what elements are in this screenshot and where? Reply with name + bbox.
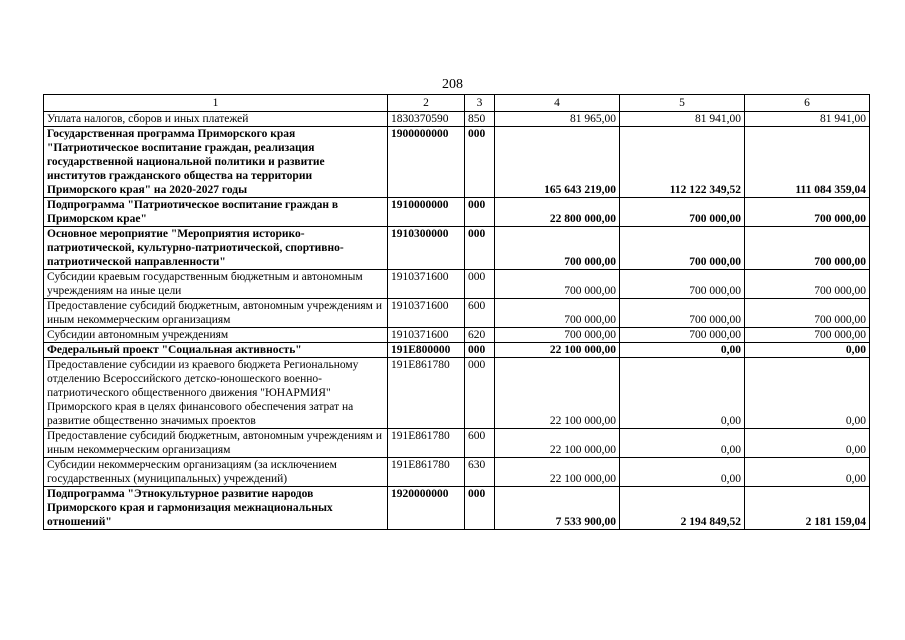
row-value-2025-cell: 700 000,00 bbox=[495, 227, 620, 270]
row-value-2026-cell: 700 000,00 bbox=[620, 198, 745, 227]
row-code-cell: 1920000000 bbox=[388, 487, 465, 530]
row-name-cell: Предоставление субсидии из краевого бюджета Региональному отделению Всероссийского детско-юношеского военно-патриотического общественного движения "ЮНАРМИЯ" Приморского края в целях финансового обеспечения затрат на развитие общественно значимых проектов bbox=[44, 358, 388, 429]
row-name-cell: Подпрограмма "Этнокультурное развитие народов Приморского края и гармонизация межнациональных отношений" bbox=[44, 487, 388, 530]
row-value-2026-cell: 0,00 bbox=[620, 358, 745, 429]
row-value-2026-cell: 112 122 349,52 bbox=[620, 127, 745, 198]
row-value-2027-cell: 111 084 359,04 bbox=[745, 127, 870, 198]
row-kind-cell: 000 bbox=[465, 343, 495, 358]
column-header: 1 bbox=[44, 95, 388, 112]
row-value-2025-cell: 7 533 900,00 bbox=[495, 487, 620, 530]
row-value-2027-cell: 0,00 bbox=[745, 429, 870, 458]
row-value-2027-cell: 700 000,00 bbox=[745, 328, 870, 343]
row-value-2026-cell: 700 000,00 bbox=[620, 299, 745, 328]
row-code-cell: 1910000000 bbox=[388, 198, 465, 227]
row-value-2025-cell: 700 000,00 bbox=[495, 270, 620, 299]
row-value-2025-cell: 22 100 000,00 bbox=[495, 358, 620, 429]
row-value-2027-cell: 0,00 bbox=[745, 343, 870, 358]
row-code-cell: 191E861780 bbox=[388, 429, 465, 458]
row-value-2027-cell: 0,00 bbox=[745, 358, 870, 429]
row-value-2026-cell: 2 194 849,52 bbox=[620, 487, 745, 530]
row-value-2025-cell: 700 000,00 bbox=[495, 328, 620, 343]
row-kind-cell: 000 bbox=[465, 198, 495, 227]
table-row bbox=[44, 270, 870, 299]
row-kind-cell: 000 bbox=[465, 358, 495, 429]
row-value-2025-cell: 700 000,00 bbox=[495, 299, 620, 328]
row-name-cell: Уплата налогов, сборов и иных платежей bbox=[44, 112, 388, 127]
row-code-cell: 191E861780 bbox=[388, 458, 465, 487]
row-name-cell: Предоставление субсидий бюджетным, автономным учреждениям и иным некоммерческим организациям bbox=[44, 299, 388, 328]
row-value-2025-cell: 81 965,00 bbox=[495, 112, 620, 127]
table-row bbox=[44, 299, 870, 328]
table-row bbox=[44, 127, 870, 198]
row-kind-cell: 630 bbox=[465, 458, 495, 487]
row-kind-cell: 600 bbox=[465, 299, 495, 328]
row-name-cell: Субсидии некоммерческим организациям (за исключением государственных (муниципальных) учреждений) bbox=[44, 458, 388, 487]
table-row bbox=[44, 429, 870, 458]
row-name-cell: Подпрограмма "Патриотическое воспитание граждан в Приморском крае" bbox=[44, 198, 388, 227]
row-kind-cell: 000 bbox=[465, 270, 495, 299]
column-header: 5 bbox=[620, 95, 745, 112]
table-row bbox=[44, 328, 870, 343]
row-value-2026-cell: 0,00 bbox=[620, 458, 745, 487]
row-code-cell: 1910371600 bbox=[388, 270, 465, 299]
column-header: 3 bbox=[465, 95, 495, 112]
row-kind-cell: 000 bbox=[465, 487, 495, 530]
row-name-cell: Основное мероприятие "Мероприятия историко-патриотической, культурно-патриотической, спортивно-патриотической направленности" bbox=[44, 227, 388, 270]
row-kind-cell: 620 bbox=[465, 328, 495, 343]
column-header: 6 bbox=[745, 95, 870, 112]
row-value-2026-cell: 700 000,00 bbox=[620, 270, 745, 299]
column-header: 2 bbox=[388, 95, 465, 112]
row-value-2025-cell: 22 100 000,00 bbox=[495, 343, 620, 358]
row-value-2027-cell: 700 000,00 bbox=[745, 270, 870, 299]
header-row bbox=[44, 95, 870, 112]
table-body bbox=[44, 95, 870, 530]
row-value-2025-cell: 165 643 219,00 bbox=[495, 127, 620, 198]
row-kind-cell: 850 bbox=[465, 112, 495, 127]
table-row bbox=[44, 487, 870, 530]
row-value-2026-cell: 81 941,00 bbox=[620, 112, 745, 127]
row-name-cell: Государственная программа Приморского края "Патриотическое воспитание граждан, реализация государственной национальной политики и развитие институтов гражданского общества на территории Приморского края" на 2020-2027 годы bbox=[44, 127, 388, 198]
table-row bbox=[44, 227, 870, 270]
row-code-cell: 1910300000 bbox=[388, 227, 465, 270]
row-name-cell: Субсидии краевым государственным бюджетным и автономным учреждениям на иные цели bbox=[44, 270, 388, 299]
row-value-2027-cell: 700 000,00 bbox=[745, 227, 870, 270]
row-value-2027-cell: 0,00 bbox=[745, 458, 870, 487]
row-code-cell: 1900000000 bbox=[388, 127, 465, 198]
row-name-cell: Федеральный проект "Социальная активность" bbox=[44, 343, 388, 358]
row-value-2027-cell: 700 000,00 bbox=[745, 198, 870, 227]
row-code-cell: 191E861780 bbox=[388, 358, 465, 429]
row-value-2025-cell: 22 100 000,00 bbox=[495, 458, 620, 487]
row-name-cell: Субсидии автономным учреждениям bbox=[44, 328, 388, 343]
row-value-2027-cell: 81 941,00 bbox=[745, 112, 870, 127]
table-row bbox=[44, 112, 870, 127]
table-row bbox=[44, 198, 870, 227]
row-value-2025-cell: 22 800 000,00 bbox=[495, 198, 620, 227]
row-code-cell: 1910371600 bbox=[388, 328, 465, 343]
row-code-cell: 1830370590 bbox=[388, 112, 465, 127]
budget-table bbox=[43, 94, 870, 530]
row-code-cell: 1910371600 bbox=[388, 299, 465, 328]
row-value-2026-cell: 700 000,00 bbox=[620, 328, 745, 343]
row-value-2026-cell: 0,00 bbox=[620, 429, 745, 458]
row-value-2026-cell: 700 000,00 bbox=[620, 227, 745, 270]
table-row bbox=[44, 358, 870, 429]
column-header: 4 bbox=[495, 95, 620, 112]
row-kind-cell: 600 bbox=[465, 429, 495, 458]
row-value-2027-cell: 700 000,00 bbox=[745, 299, 870, 328]
row-name-cell: Предоставление субсидий бюджетным, автономным учреждениям и иным некоммерческим организациям bbox=[44, 429, 388, 458]
row-value-2026-cell: 0,00 bbox=[620, 343, 745, 358]
row-kind-cell: 000 bbox=[465, 127, 495, 198]
row-code-cell: 191E800000 bbox=[388, 343, 465, 358]
page-number: 208 bbox=[442, 77, 463, 92]
table-row bbox=[44, 458, 870, 487]
row-value-2025-cell: 22 100 000,00 bbox=[495, 429, 620, 458]
table-row bbox=[44, 343, 870, 358]
row-kind-cell: 000 bbox=[465, 227, 495, 270]
row-value-2027-cell: 2 181 159,04 bbox=[745, 487, 870, 530]
